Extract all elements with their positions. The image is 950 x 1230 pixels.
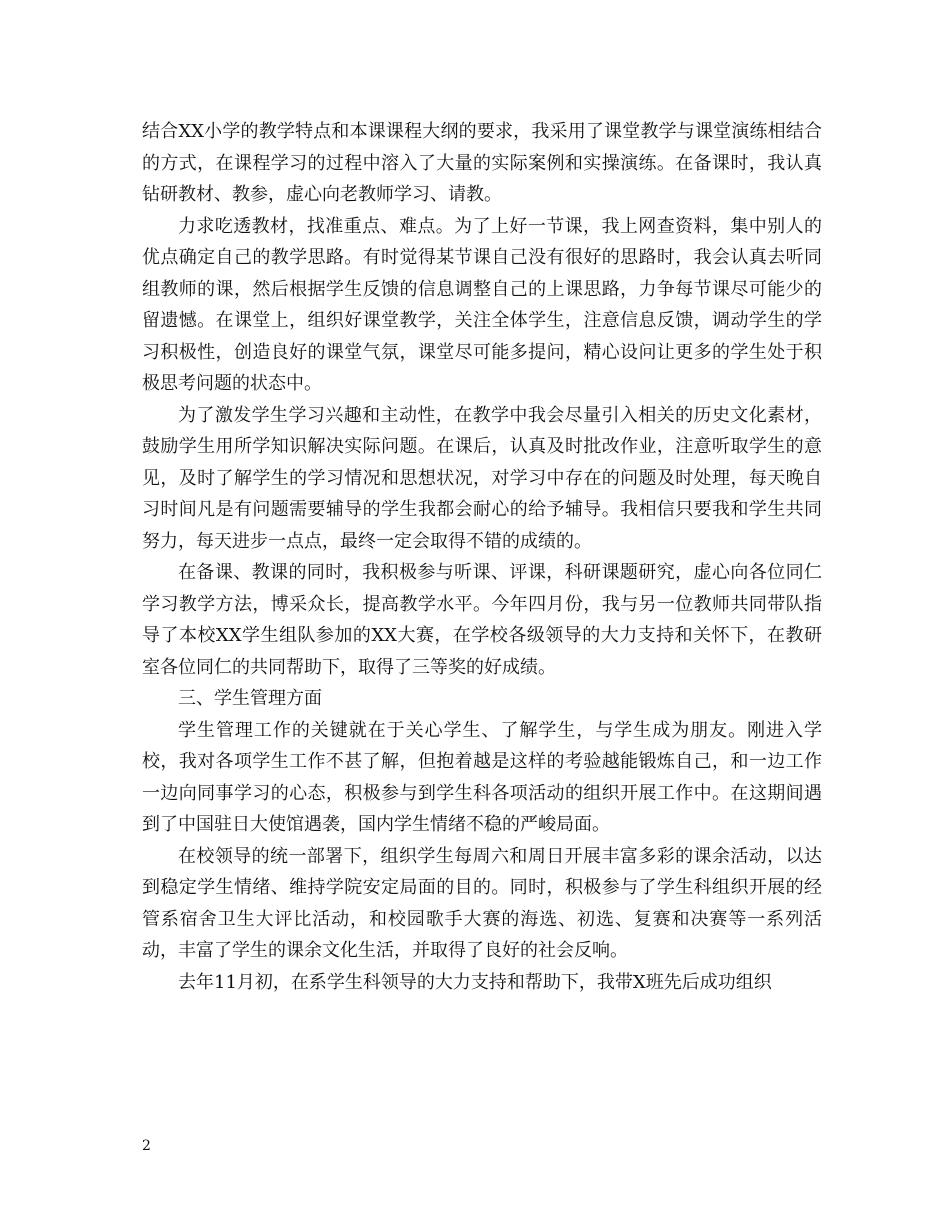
paragraph-6: 在校领导的统一部署下，组织学生每周六和周日开展丰富多彩的课余活动，以达到稳定学生情绪、维持学院安定局面的目的。同时，积极参与了学生科组织开展的经管系宿舍卫生大评比活动，和校园歌手大赛的海选、初选、复赛和决赛等一系列活动，丰富了学生的课余文化生活，并取得了良好的社会反响。 xyxy=(142,845,822,961)
paragraph-3: 为了激发学生学习兴趣和主动性，在教学中我会尽量引入相关的历史文化素材，鼓励学生用所学知识解决实际问题。在课后，认真及时批改作业，注意听取学生的意见，及时了解学生的学习情况和思想状况，对学习中存在的问题及时处理，每天晚自习时间凡是有问题需要辅导的学生我都会耐心的给予辅导。我相信只要我和学生共同努力，每天进步一点点，最终一定会取得不错的成绩的。 xyxy=(142,404,822,552)
document-body xyxy=(142,116,822,998)
paragraph-2: 力求吃透教材，找准重点、难点。为了上好一节课，我上网查资料，集中别人的优点确定自己的教学思路。有时觉得某节课自己没有很好的思路时，我会认真去听同组教师的课，然后根据学生反馈的信息调整自己的上课思路，力争每节课尽可能少的留遗憾。在课堂上，组织好课堂教学，关注全体学生，注意信息反馈，调动学生的学习积极性，创造良好的课堂气氛，课堂尽可能多提问，精心设问让更多的学生处于积极思考问题的状态中。 xyxy=(142,215,822,394)
page-number: 2 xyxy=(142,1138,151,1154)
paragraph-5: 学生管理工作的关键就在于关心学生、了解学生，与学生成为朋友。刚进入学校，我对各项学生工作不甚了解，但抱着越是这样的考验越能锻炼自己，和一边工作一边向同事学习的心态，积极参与到学生科各项活动的组织开展工作中。在这期间遇到了中国驻日大使馆遇袭，国内学生情绪不稳的严峻局面。 xyxy=(142,719,822,835)
paragraph-7: 去年11月初，在系学生科领导的大力支持和帮助下，我带X班先后成功组织 xyxy=(178,971,772,993)
section-heading-student-management: 三、学生管理方面 xyxy=(178,688,322,709)
paragraph-1: 结合XX小学的教学特点和本课课程大纲的要求，我采用了课堂教学与课堂演练相结合的方式，在课程学习的过程中溶入了大量的实际案例和实操演练。在备课时，我认真钻研教材、教参，虚心向老教师学习、请教。 xyxy=(142,121,823,205)
paragraph-4: 在备课、教课的同时，我积极参与听课、评课，科研课题研究，虚心向各位同仁学习教学方法，博采众长，提高教学水平。今年四月份，我与另一位教师共同带队指导了本校XX学生组队参加的XX大赛，在学校各级领导的大力支持和关怀下，在教研室各位同仁的共同帮助下，取得了三等奖的好成绩。 xyxy=(142,562,822,678)
